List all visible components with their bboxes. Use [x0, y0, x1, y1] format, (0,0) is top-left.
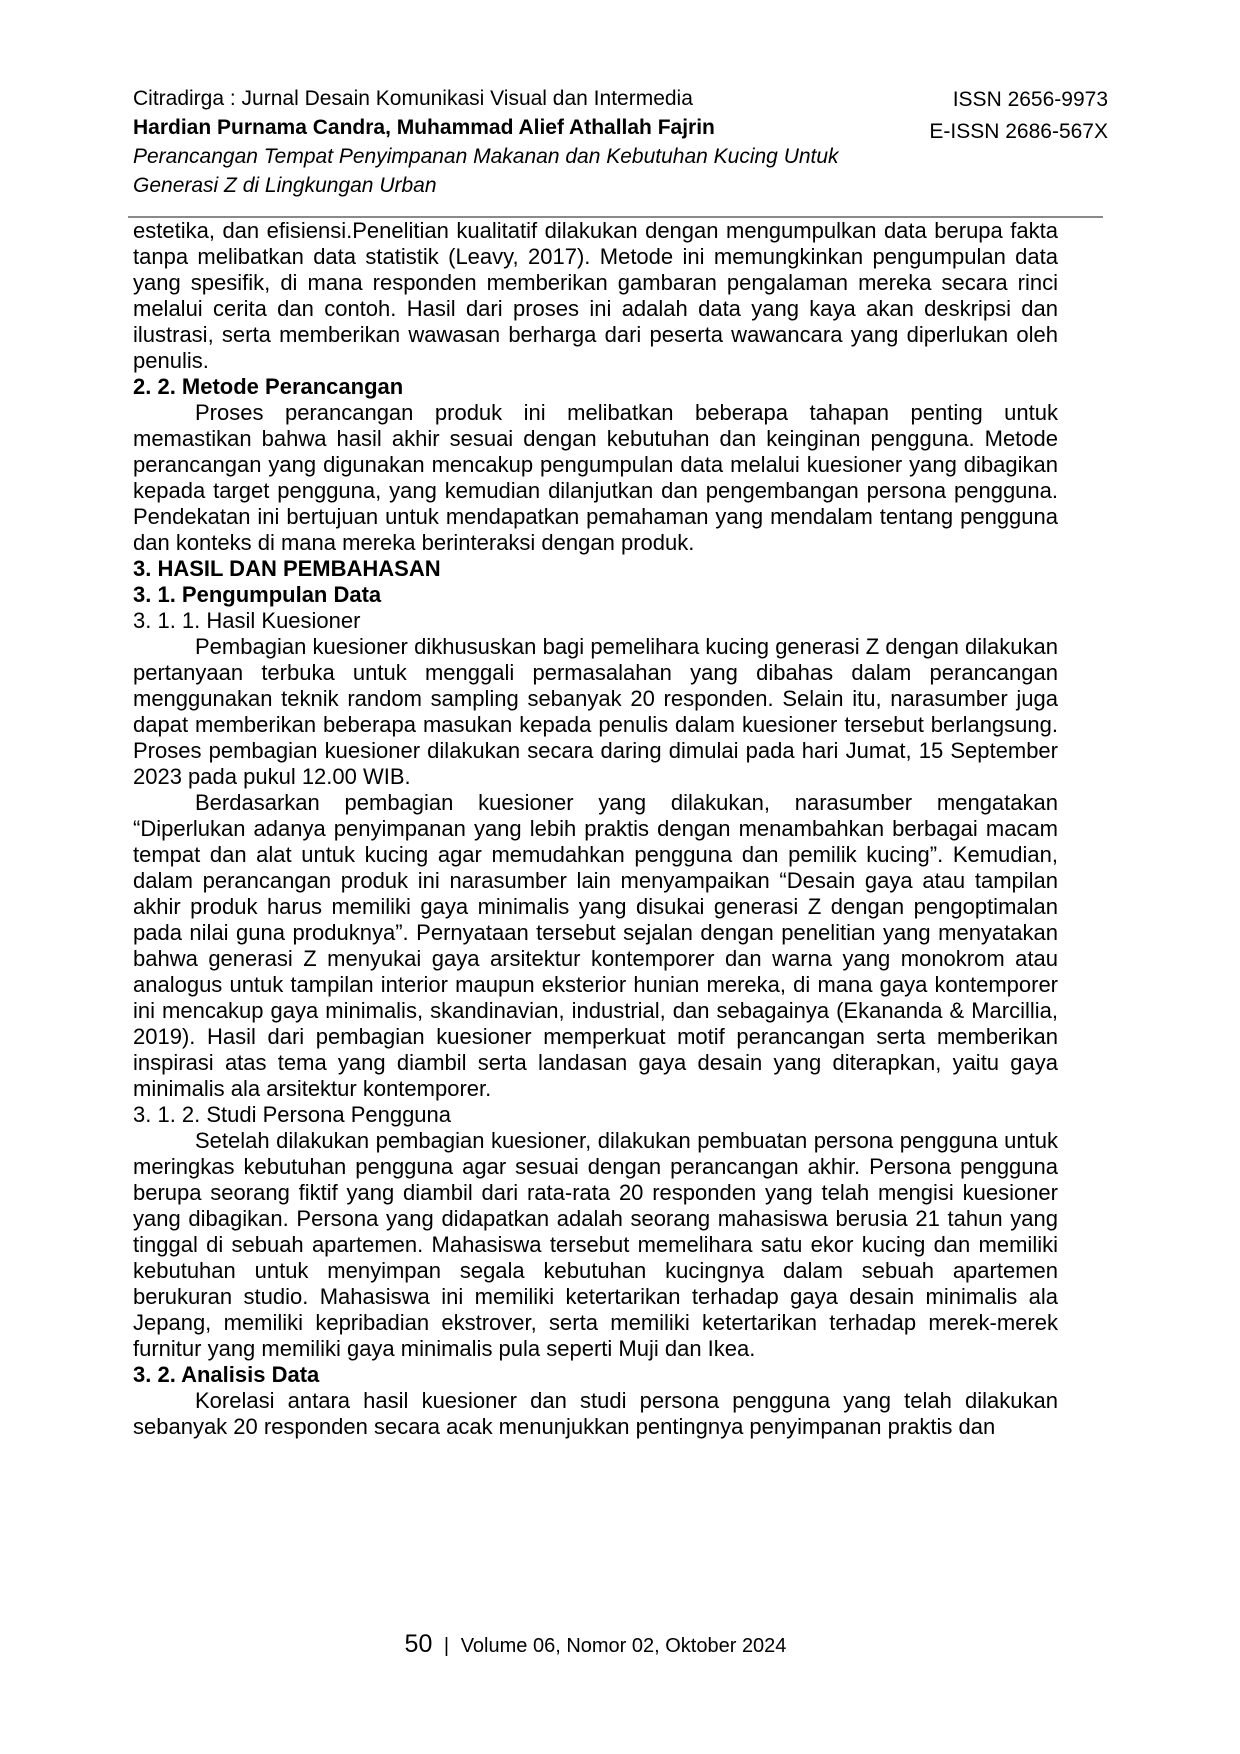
paragraph-studi-persona: Setelah dilakukan pembagian kuesioner, dilakukan pembuatan persona pengguna untuk meringkas kebutuhan pengguna agar sesuai dengan perancangan akhir. Persona pengguna berupa seorang fiktif yang diambil dari rata-rata 20 responden yang telah mengisi kuesioner yang dibagikan. Persona yang didapatkan adalah seorang mahasiswa berusia 21 tahun yang tinggal di sebuah apartemen. Mahasiswa tersebut memelihara satu ekor kucing dan memiliki kebutuhan untuk menyimpan segala kebutuhan kucingnya dalam sebuah apartemen berukuran studio. Mahasiswa ini memiliki ketertarikan terhadap gaya desain minimalis ala Jepang, memiliki kepribadian ekstrover, serta memiliki ketertarikan terhadap merek-merek furnitur yang memiliki gaya minimalis pula seperti Muji dan Ikea.	[133, 1128, 1058, 1361]
page-footer	[133, 1630, 1058, 1660]
section-heading-metode-perancangan: 2. 2. Metode Perancangan	[133, 374, 404, 399]
paragraph-hasil-kuesioner-2: Berdasarkan pembagian kuesioner yang dilakukan, narasumber mengatakan “Diperlukan adanya penyimpanan yang lebih praktis dengan menambahkan berbagai macam tempat dan alat untuk kucing agar memudahkan pengguna dan pemilik kucing”. Kemudian, dalam perancangan produk ini narasumber lain menyampaikan “Desain gaya atau tampilan akhir produk harus memiliki gaya minimalis yang disukai generasi Z dengan pengoptimalan pada nilai guna produknya”. Pernyataan tersebut sejalan dengan penelitian yang menyatakan bahwa generasi Z menyukai gaya arsitektur kontemporer dan warna yang monokrom atau analogus untuk tampilan interior maupun eksterior hunian mereka, di mana gaya kontemporer ini mencakup gaya minimalis, skandinavian, industrial, dan sebagainya (Ekananda & Marcillia, 2019). Hasil dari pembagian kuesioner memperkuat motif perancangan serta memberikan inspirasi atas tema yang diambil serta landasan gaya desain yang diterapkan, yaitu gaya minimalis ala arsitektur kontemporer.	[133, 790, 1058, 1101]
section-heading-studi-persona: 3. 1. 2. Studi Persona Pengguna	[133, 1102, 452, 1127]
header-left-block	[133, 84, 853, 200]
issue-info: Volume 06, Nomor 02, Oktober 2024	[460, 1635, 787, 1657]
section-heading-hasil-kuesioner: 3. 1. 1. Hasil Kuesioner	[133, 608, 361, 633]
paragraph-hasil-kuesioner-1: Pembagian kuesioner dikhususkan bagi pemelihara kucing generasi Z dengan dilakukan pertanyaan terbuka untuk menggali permasalahan yang dibahas dalam perancangan menggunakan teknik random sampling sebanyak 20 responden. Selain itu, narasumber juga dapat memberikan beberapa masukan kepada penulis dalam kuesioner tersebut berlangsung. Proses pembagian kuesioner dilakukan secara daring dimulai pada hari Jumat, 15 September 2023 pada pukul 12.00 WIB.	[133, 634, 1058, 789]
paragraph-metode-perancangan: Proses perancangan produk ini melibatkan beberapa tahapan penting untuk memastikan bahwa hasil akhir sesuai dengan kebutuhan dan keinginan pengguna. Metode perancangan yang digunakan mencakup pengumpulan data melalui kuesioner yang dibagikan kepada target pengguna, yang kemudian dilanjutkan dan pengembangan persona pengguna. Pendekatan ini bertujuan untuk mendapatkan pemahaman yang mendalam tentang pengguna dan konteks di mana mereka berinteraksi dengan produk.	[133, 400, 1058, 555]
paragraph-analisis-data: Korelasi antara hasil kuesioner dan studi persona pengguna yang telah dilakukan sebanyak 20 responden secara acak menunjukkan pentingnya penyimpanan praktis dan	[133, 1388, 1058, 1439]
page-number: 50	[404, 1630, 433, 1658]
page-content	[133, 84, 1108, 1440]
section-heading-analisis-data: 3. 2. Analisis Data	[133, 1362, 320, 1387]
issn-block	[929, 84, 1108, 148]
section-heading-hasil-dan-pembahasan: 3. HASIL DAN PEMBAHASAN	[133, 556, 441, 581]
running-article-title: Perancangan Tempat Penyimpanan Makanan dan Kebutuhan Kucing Untuk Generasi Z di Lingkungan Urban	[133, 145, 839, 197]
issn: ISSN 2656-9973	[952, 88, 1108, 111]
footer-separator: |	[443, 1635, 450, 1657]
authors-line: Hardian Purnama Candra, Muhammad Alief Athallah Fajrin	[133, 116, 715, 139]
e-issn: E-ISSN 2686-567X	[929, 120, 1108, 143]
page-header	[133, 84, 1108, 200]
paragraph-method-continuation: estetika, dan efisiensi.Penelitian kualitatif dilakukan dengan mengumpulkan data berupa fakta tanpa melibatkan data statistik (Leavy, 2017). Metode ini memungkinkan pengumpulan data yang spesifik, di mana responden memberikan gambaran pengalaman mereka secara rinci melalui cerita dan contoh. Hasil dari proses ini adalah data yang kaya akan deskripsi dan ilustrasi, serta memberikan wawasan berharga dari peserta wawancara yang diperlukan oleh penulis.	[133, 218, 1058, 373]
section-heading-pengumpulan-data: 3. 1. Pengumpulan Data	[133, 582, 382, 607]
journal-name: Citradirga : Jurnal Desain Komunikasi Visual dan Intermedia	[133, 87, 693, 110]
article-body	[133, 218, 1058, 1440]
